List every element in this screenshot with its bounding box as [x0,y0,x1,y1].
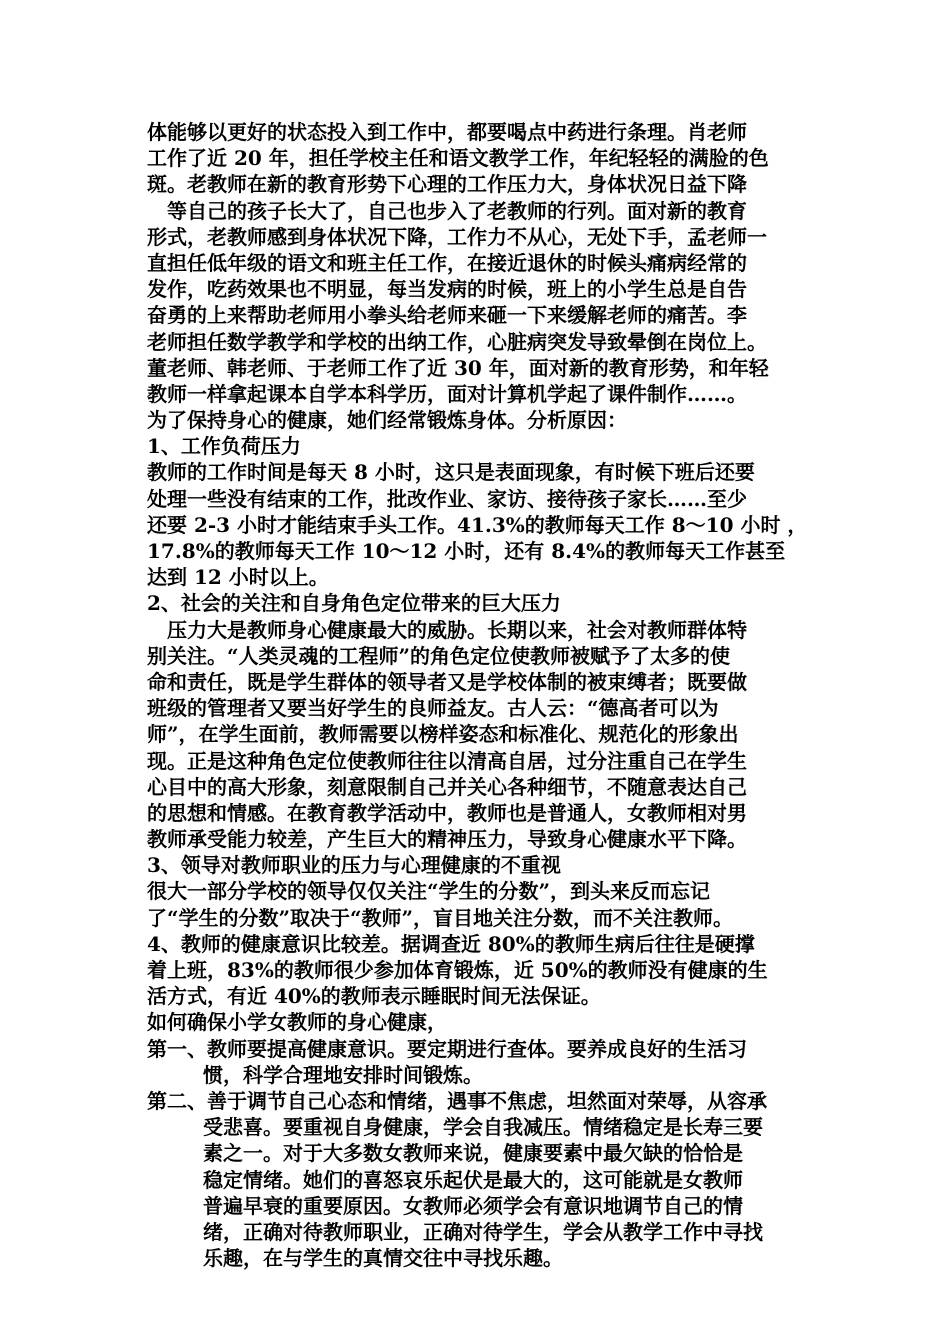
text-line: 奋勇的上来帮助老师用小拳头给老师来砸一下来缓解老师的痛苦。李 [147,303,747,328]
document-body [147,119,817,1271]
text-line: 别关注。“人类灵魂的工程师”的角色定位使教师被赋予了太多的使 [147,643,731,668]
list-item-first [147,1036,817,1088]
list-item-first-continuation: 惯，科学合理地安排时间锻炼。 [203,1062,483,1087]
list-item-second [147,1088,817,1271]
text-line: 斑。老教师在新的教育形势下心理的工作压力大，身体状况日益下降 [147,172,747,197]
list-item-second-continuation: 稳定情绪。她们的喜怒哀乐起伏是最大的，这可能就是女教师 [203,1167,743,1192]
list-item-second-line: 第二、善于调节自己心态和情绪，遇事不焦虑，坦然面对荣辱，从容承 [147,1088,767,1113]
text-line: 为了保持身心的健康，她们经常锻炼身体。分析原因： [147,408,627,433]
list-item-second-continuation: 受悲喜。要重视自身健康，学会自我减压。情绪稳定是长寿三要 [203,1115,763,1140]
list-item-second-continuation: 绪，正确对待教师职业，正确对待学生，学会从教学工作中寻找 [203,1219,763,1244]
text-line: 着上班，83%的教师很少参加体育锻炼，近 50%的教师没有健康的生 [147,958,768,982]
text-line: 现。正是这种角色定位使教师往往以清高自居，过分注重自己在学生 [147,748,747,773]
text-line: 的思想和情感。在教育教学活动中，教师也是普通人，女教师相对男 [147,800,747,825]
text-line: 压力大是教师身心健康最大的威胁。长期以来，社会对教师群体特 [147,617,747,642]
text-line: 形式，老教师感到身体状况下降，工作力不从心，无处下手，孟老师一 [147,224,767,249]
text-line: 17.8%的教师每天工作 10～12 小时，还有 8.4%的教师每天工作甚至 [147,539,786,563]
section-heading: 1、工作负荷压力 [147,434,301,459]
text-line: 4、教师的健康意识比较差。据调查近 80%的教师生病后往往是硬撑 [147,931,755,956]
text-line: 班级的管理者又要当好学生的良师益友。古人云：“德高者可以为 [147,696,719,721]
text-line: 很大一部分学校的领导仅仅关注“学生的分数”，到头来反而忘记 [147,879,711,904]
text-line: 师”，在学生面前，教师需要以榜样姿态和标准化、规范化的形象出 [147,722,739,747]
text-line: 体能够以更好的状态投入到工作中，都要喝点中药进行条理。肖老师 [147,120,747,144]
text-line: 了“学生的分数”取决于“教师”，盲目地关注分数，而不关注教师。 [147,905,734,930]
text-line: 直担任低年级的语文和班主任工作，在接近退休的时候头痛病经常的 [147,250,747,275]
text-line: 发作，吃药效果也不明显，每当发病的时候，班上的小学生总是自告 [147,277,747,302]
text-line: 董老师、韩老师、于老师工作了近 30 年，面对新的教育形势，和年轻 [147,355,769,380]
list-item-second-continuation: 乐趣，在与学生的真情交往中寻找乐趣。 [203,1246,563,1271]
text-line: 还要 2-3 小时才能结束手头工作。41.3%的教师每天工作 8～10 小时 ， [147,512,808,537]
text-line: 教师一样拿起课本自学本科学历，面对计算机学起了课件制作……。 [147,381,747,406]
text-line: 心目中的高大形象，刻意限制自己并关心各种细节，不随意表达自己 [147,774,747,799]
section-heading: 2、社会的关注和自身角色定位带来的巨大压力 [147,591,561,616]
list-item-second-continuation: 素之一。对于大多数女教师来说，健康要素中最欠缺的恰恰是 [203,1141,743,1166]
section-heading: 如何确保小学女教师的身心健康， [147,1010,447,1035]
text-line: 教师的工作时间是每天 8 小时，这只是表面现象，有时候下班后还要 [147,460,755,485]
text-line: 老师担任数学教学和学校的出纳工作，心脏病突发导致晕倒在岗位上。 [147,329,767,354]
text-line: 教师承受能力较差，产生巨大的精神压力，导致身心健康水平下降。 [147,827,747,852]
list-item-second-continuation: 普遍早衰的重要原因。女教师必须学会有意识地调节自己的情 [203,1193,743,1218]
text-line: 命和责任，既是学生群体的领导者又是学校体制的被束缚者；既要做 [147,669,747,694]
text-line: 工作了近 20 年，担任学校主任和语文教学工作，年纪轻轻的满脸的色 [147,146,769,171]
text-line: 达到 12 小时以上。 [147,565,329,590]
text-line: 等自己的孩子长大了，自己也步入了老教师的行列。面对新的教育 [147,198,747,223]
list-item-first-line: 第一、教师要提高健康意识。要定期进行查体。要养成良好的生活习 [147,1036,747,1061]
section-heading: 3、领导对教师职业的压力与心理健康的不重视 [147,853,561,878]
text-line: 处理一些没有结束的工作，批改作业、家访、接待孩子家长……至少 [147,486,747,511]
text-line: 活方式，有近 40%的教师表示睡眠时间无法保证。 [147,984,601,1009]
